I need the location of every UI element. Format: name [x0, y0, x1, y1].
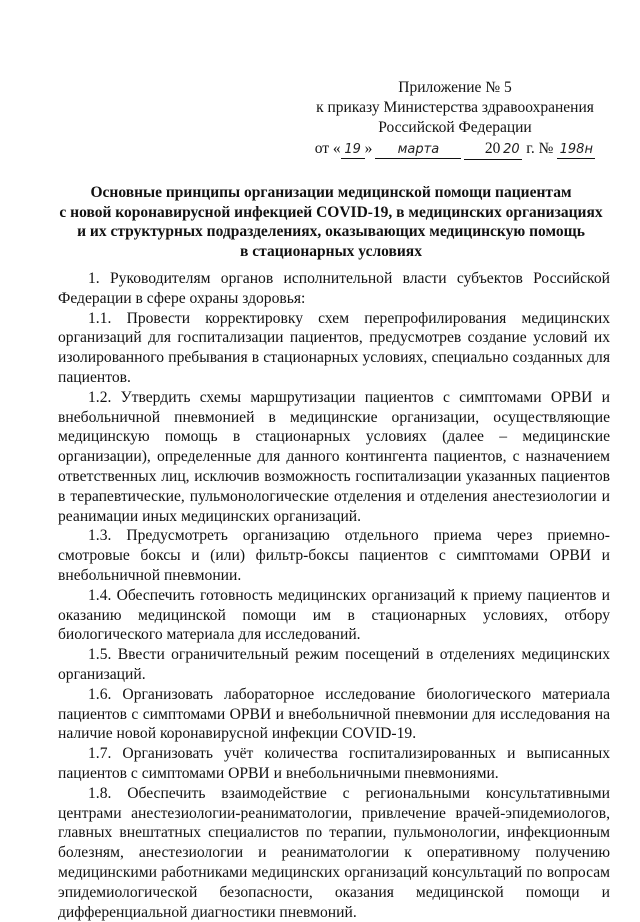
- date-year-field: [464, 139, 522, 160]
- paragraph-1-7: 1.7. Организовать учёт количества госпитализированных и выписанных пациентов с симптомами ОРВИ и внебольничными пневмониями.: [58, 745, 610, 782]
- appendix-number: Приложение № 5: [398, 79, 512, 96]
- appendix-ministry: Российской Федерации: [378, 119, 532, 136]
- appendix-header: [300, 78, 610, 160]
- paragraph-1-8: 1.8. Обеспечить взаимодействие с региональными консультативными центрами анестезиологии-реаниматологии, привлечение врачей-эпидемиологов, главных внештатных специалистов по терапии, пульмонологии, инфекционным болезням, анестезиологии и реаниматологии к оперативному получению медицинскими работниками медицинских организаций консультаций по вопросам эпидемиологической безопасности, оказания медицинской помощи и дифференциальной диагностики пневмоний.: [58, 784, 610, 921]
- date-year-prefix: 20: [484, 140, 501, 157]
- document-title: [40, 183, 622, 261]
- paragraph-1-5: 1.5. Ввести ограничительный режим посещений в отделениях медицинских организаций.: [58, 646, 610, 683]
- date-month-handwritten: марта: [375, 142, 461, 159]
- title-line-2: с новой коронавирусной инфекцией COVID-19, в медицинских организациях: [59, 203, 603, 221]
- date-day-handwritten: 19: [341, 142, 365, 159]
- appendix-date-line: [300, 139, 610, 160]
- paragraph-1-2: 1.2. Утвердить схемы маршрутизации пациентов с симптомами ОРВИ и внебольничной пневмонией в медицинские организации, осуществляющие медицинскую помощь в стационарных условиях (далее – медицинские организации), определенные для данного контингента пациентов, с назначением ответственных лиц, исключив возможность госпитализации указанных пациентов в терапевтические, пульмонологические отделения и отделения анестезиологии и реанимации иных медицинских организаций.: [58, 388, 610, 525]
- doc-number-handwritten: 198н: [557, 142, 595, 159]
- paragraph-1: 1. Руководителям органов исполнительной власти субъектов Российской Федерации в сфере охраны здоровья:: [58, 270, 610, 307]
- date-mid: »: [364, 140, 373, 157]
- appendix-order-ref: к приказу Министерства здравоохранения: [316, 99, 594, 116]
- date-year-handwritten: 20: [503, 142, 520, 157]
- title-line-3: и их структурных подразделениях, оказывающих медицинскую помощь: [77, 223, 585, 240]
- date-prefix: от «: [314, 140, 341, 157]
- document-body: [58, 269, 610, 922]
- title-line-1: Основные принципы организации медицинской помощи пациентам: [90, 184, 572, 201]
- paragraph-1-1: 1.1. Провести корректировку схем перепрофилирования медицинских организаций для госпитализации пациентов, предусмотрев создание условий их изолированного пребывания в стационарных условиях, специально созданных для пациентов.: [58, 309, 610, 386]
- paragraph-1-6: 1.6. Организовать лабораторное исследование биологического материала пациентов с симптомами ОРВИ и внебольничной пневмонии для исследования на наличие новой коронавирусной инфекции COVID-19.: [58, 685, 610, 743]
- paragraph-1-3: 1.3. Предусмотреть организацию отдельного приема через приемно-смотровые боксы и (или) фильтр-боксы пациентов с симптомами ОРВИ и внебольничной пневмонии.: [58, 527, 610, 584]
- date-suffix: г. №: [522, 140, 558, 157]
- paragraph-1-4: 1.4. Обеспечить готовность медицинских организаций к приему пациентов и оказанию медицинской помощи им в стационарных условиях, отбору биологического материала для исследований.: [58, 586, 610, 644]
- title-line-4: в стационарных условиях: [240, 242, 422, 260]
